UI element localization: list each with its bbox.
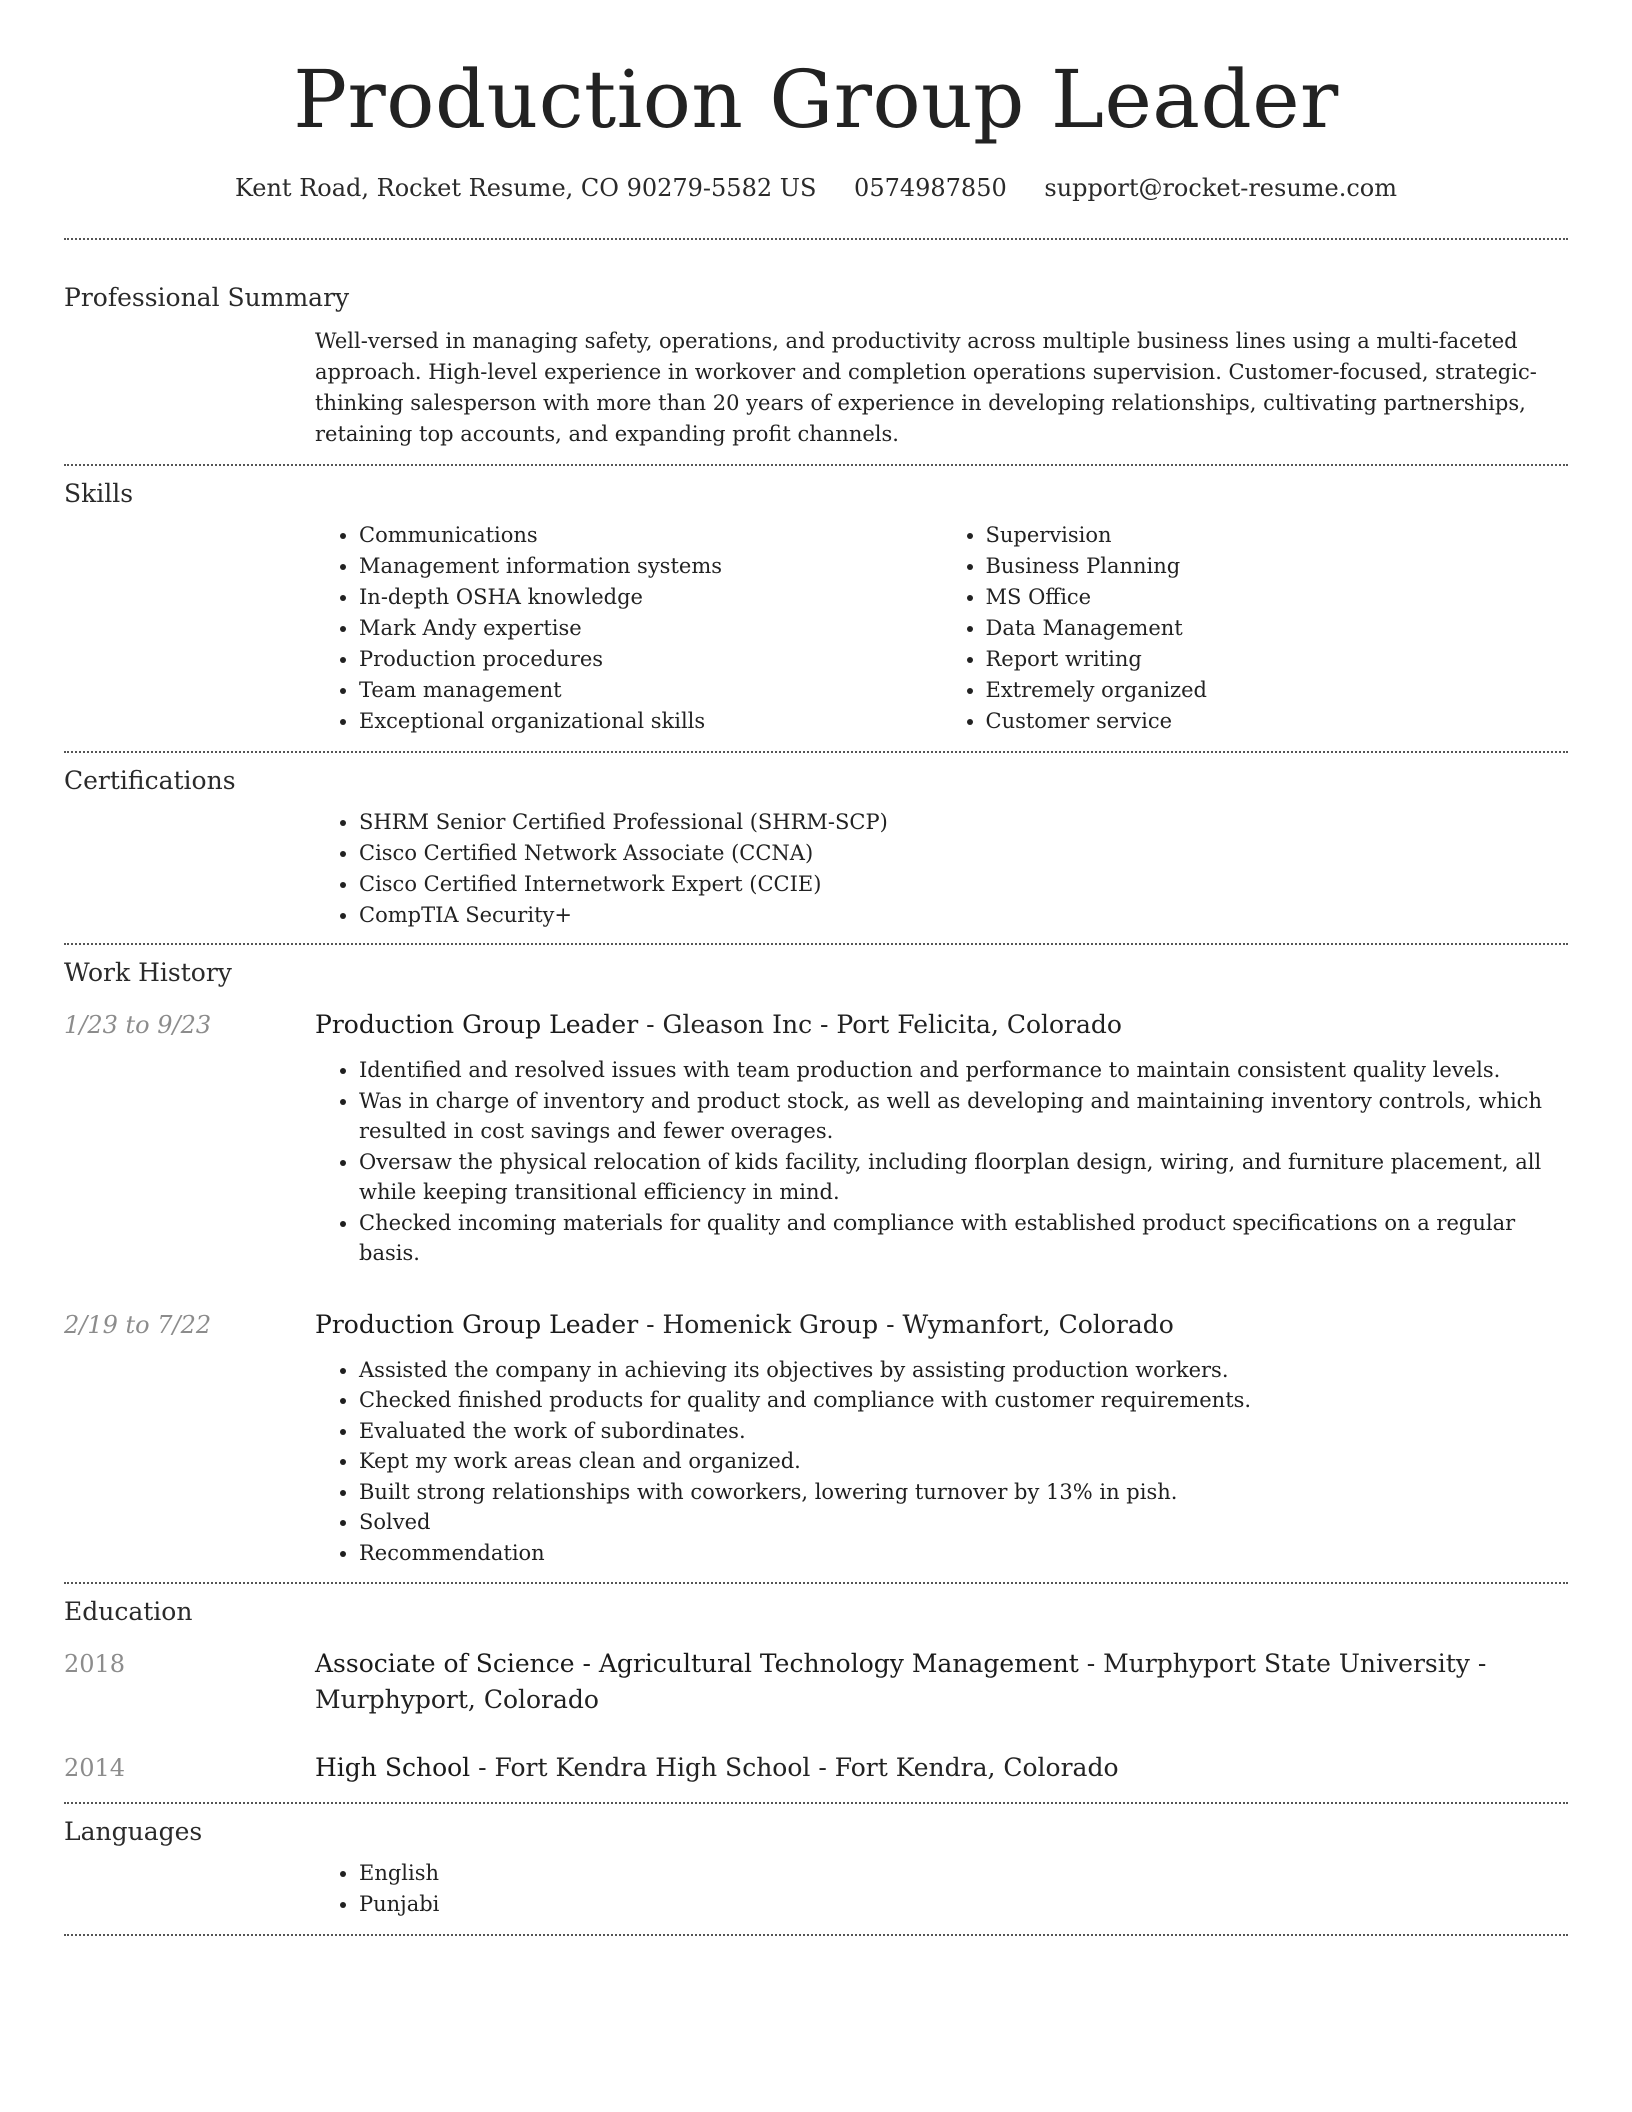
job-role: Production Group Leader	[315, 1309, 639, 1339]
job-dates: 2/19 to 7/22	[64, 1310, 212, 1339]
certification-item: • CompTIA Security+	[359, 900, 1568, 931]
language-item: • English	[359, 1858, 1568, 1889]
education-body	[315, 1750, 1568, 1786]
education-section	[64, 1584, 1568, 1802]
certification-item: • Cisco Certified Network Associate (CCNA)	[359, 838, 1568, 869]
job-bullet: • Recommendation	[359, 1538, 1568, 1569]
job-entry	[64, 1007, 1568, 1269]
education-title-line: Associate of Science - Agricultural Technology Management - Murphyport State University - Murphyport, Colorado	[315, 1649, 1487, 1714]
work-history-section	[64, 945, 1568, 1582]
summary-section	[64, 240, 1568, 464]
job-body	[315, 1307, 1568, 1569]
skill-item: • Customer service	[986, 706, 1569, 737]
skills-list-right	[942, 520, 1569, 737]
languages-section	[64, 1804, 1568, 1934]
skill-item: • Management information systems	[359, 551, 942, 582]
education-degree: High School	[315, 1753, 471, 1782]
job-bullet: • Checked finished products for quality and compliance with customer requirements.	[359, 1385, 1568, 1416]
job-title-line: Production Group Leader - Gleason Inc - Port Felicita, Colorado	[315, 1010, 1122, 1039]
education-title-line: High School - Fort Kendra High School - Fort Kendra, Colorado	[315, 1753, 1119, 1782]
job-company: Homenick Group	[662, 1309, 879, 1339]
job-bullet: • Solved	[359, 1507, 1568, 1538]
skill-item: • In-depth OSHA knowledge	[359, 582, 942, 613]
certification-item: • Cisco Certified Internetwork Expert (CCIE)	[359, 869, 1568, 900]
job-bullet: • Built strong relationships with coworkers, lowering turnover by 13% in pish.	[359, 1477, 1568, 1508]
job-company: Gleason Inc	[662, 1010, 813, 1039]
job-bullet: • Was in charge of inventory and product stock, as well as developing and maintaining inventory controls, which resulted in cost savings and fewer overages.	[359, 1086, 1568, 1147]
job-title-line: Production Group Leader - Homenick Group - Wymanfort, Colorado	[315, 1309, 1174, 1339]
job-entry	[64, 1307, 1568, 1569]
skills-list-left	[315, 520, 942, 737]
certifications-list	[315, 807, 1568, 931]
education-location: Fort Kendra, Colorado	[834, 1753, 1119, 1782]
section-title-summary: Professional Summary	[64, 283, 350, 312]
job-dates: 1/23 to 9/23	[64, 1011, 212, 1039]
certifications-section	[64, 753, 1568, 943]
skill-item: • MS Office	[986, 582, 1569, 613]
job-bullet: • Assisted the company in achieving its objectives by assisting production workers.	[359, 1355, 1568, 1386]
languages-content	[315, 1858, 1568, 1920]
education-school: Murphyport State University	[1103, 1649, 1470, 1678]
job-bullets	[315, 1055, 1568, 1269]
section-title-work: Work History	[64, 958, 232, 987]
job-bullet: • Checked incoming materials for quality and compliance with established product specifications on a regular basis.	[359, 1208, 1568, 1269]
languages-list	[315, 1858, 1568, 1920]
contact-phone: 0574987850	[854, 174, 1007, 202]
section-divider	[64, 1934, 1568, 1936]
skill-item: • Extremely organized	[986, 675, 1569, 706]
education-year: 2014	[64, 1754, 126, 1782]
job-bullet: • Oversaw the physical relocation of kids facility, including floorplan design, wiring, and furniture placement, all while keeping transitional efficiency in mind.	[359, 1147, 1568, 1208]
contact-line	[64, 172, 1568, 204]
language-item: • Punjabi	[359, 1889, 1568, 1920]
education-degree: Associate of Science - Agricultural Technology Management	[315, 1649, 1079, 1678]
skill-item: • Data Management	[986, 613, 1569, 644]
skill-item: • Production procedures	[359, 644, 942, 675]
job-bullet: • Evaluated the work of subordinates.	[359, 1416, 1568, 1447]
contact-address: Kent Road, Rocket Resume, CO 90279-5582 US	[234, 174, 817, 202]
section-title-languages: Languages	[64, 1817, 203, 1846]
skill-item: • Exceptional organizational skills	[359, 706, 942, 737]
job-location: Wymanfort, Colorado	[902, 1309, 1174, 1339]
skills-section	[64, 466, 1568, 751]
skill-item: • Supervision	[986, 520, 1569, 551]
education-year: 2018	[64, 1650, 126, 1678]
section-title-skills: Skills	[64, 479, 134, 508]
skill-item: • Report writing	[986, 644, 1569, 675]
education-entry	[64, 1646, 1568, 1718]
job-bullet: • Identified and resolved issues with team production and performance to maintain consistent quality levels.	[359, 1055, 1568, 1086]
certification-item: • SHRM Senior Certified Professional (SHRM-SCP)	[359, 807, 1568, 838]
candidate-name: Production Group Leader	[293, 53, 1339, 146]
section-title-education: Education	[64, 1597, 193, 1626]
education-entry	[64, 1750, 1568, 1786]
skill-item: • Mark Andy expertise	[359, 613, 942, 644]
skill-item: • Business Planning	[986, 551, 1569, 582]
job-bullets	[315, 1355, 1568, 1569]
skill-item: • Communications	[359, 520, 942, 551]
education-location: Murphyport, Colorado	[315, 1685, 599, 1714]
certifications-content	[315, 807, 1568, 931]
job-role: Production Group Leader	[315, 1010, 639, 1039]
skill-item: • Team management	[359, 675, 942, 706]
education-body	[315, 1646, 1568, 1718]
summary-text: Well-versed in managing safety, operations, and productivity across multiple business lines using a multi-faceted approach. High-level experience in workover and completion operations supervision. Customer-focused, strategic-thinking salesperson with more than 20 years of experience in developing relationships, cultivating partnerships, retaining top accounts, and expanding profit channels.	[315, 329, 1537, 446]
job-location: Port Felicita, Colorado	[836, 1010, 1122, 1039]
job-body	[315, 1007, 1568, 1269]
education-school: Fort Kendra High School	[494, 1753, 811, 1782]
skills-columns	[315, 520, 1568, 737]
job-bullet: • Kept my work areas clean and organized.	[359, 1446, 1568, 1477]
contact-email[interactable]: support@rocket-resume.com	[1044, 174, 1398, 202]
section-title-certifications: Certifications	[64, 766, 236, 795]
